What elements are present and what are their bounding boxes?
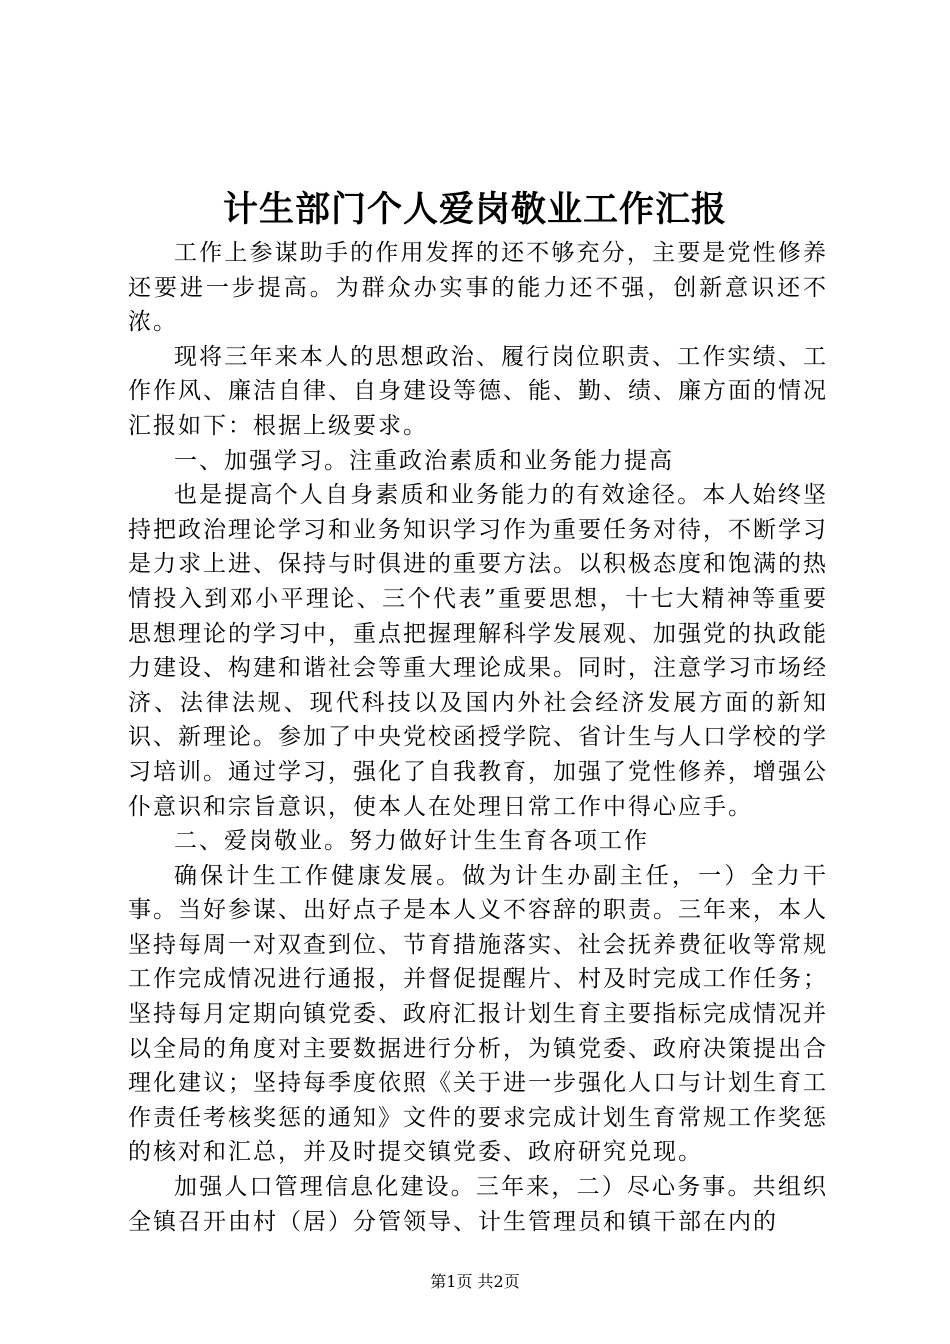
section-heading-1: 一、加强学习。注重政治素质和业务能力提高 bbox=[174, 447, 674, 474]
page-footer: 第1页 共2页 bbox=[430, 1272, 520, 1291]
paragraph-5: 加强人口管理信息化建设。三年来，二）尽心务事。共组织全镇召开由村（居）分管领导、计生管理员和镇干部在内的 bbox=[128, 1174, 828, 1235]
document-body bbox=[128, 236, 828, 1239]
paragraph-4: 确保计生工作健康发展。做为计生办副主任，一）全力干事。当好参谋、出好点子是本人义不容辞的职责。三年来，本人坚持每周一对双查到位、节育措施落实、社会抚养费征收等常规工作完成情况进行通报，并督促提醒片、村及时完成工作任务；坚持每月定期向镇党委、政府汇报计划生育主要指标完成情况并以全局的角度对主要数据进行分析，为镇党委、政府决策提出合理化建议；坚持每季度依照《关于进一步强化人口与计划生育工作责任考核奖惩的通知》文件的要求完成计划生育常规工作奖惩的核对和汇总，并及时提交镇党委、政府研究兑现。 bbox=[128, 862, 828, 1166]
section-heading-2: 二、爱岗敬业。努力做好计生生育各项工作 bbox=[174, 828, 649, 855]
page-title: 计生部门个人爱岗敬业工作汇报 bbox=[222, 189, 727, 230]
paragraph-1: 工作上参谋助手的作用发挥的还不够充分，主要是党性修养还要进一步提高。为群众办实事的能力还不强，创新意识还不浓。 bbox=[128, 240, 828, 336]
paragraph-2: 现将三年来本人的思想政治、履行岗位职责、工作实绩、工作作风、廉洁自律、自身建设等德、能、勤、绩、廉方面的情况汇报如下：根据上级要求。 bbox=[128, 343, 828, 439]
paragraph-3: 也是提高个人自身素质和业务能力的有效途径。本人始终坚持把政治理论学习和业务知识学习作为重要任务对待，不断学习是力求上进、保持与时俱进的重要方法。以积极态度和饱满的热情投入到邓小平理论、三个代表”重要思想，十七大精神等重要思想理论的学习中，重点把握理解科学发展观、加强党的执政能力建设、构建和谐社会等重大理论成果。同时，注意学习市场经济、法律法规、现代科技以及国内外社会经济发展方面的新知识、新理论。参加了中央党校函授学院、省计生与人口学校的学习培训。通过学习，强化了自我教育，加强了党性修养，增强公仆意识和宗旨意识，使本人在处理日常工作中得心应手。 bbox=[128, 482, 828, 820]
